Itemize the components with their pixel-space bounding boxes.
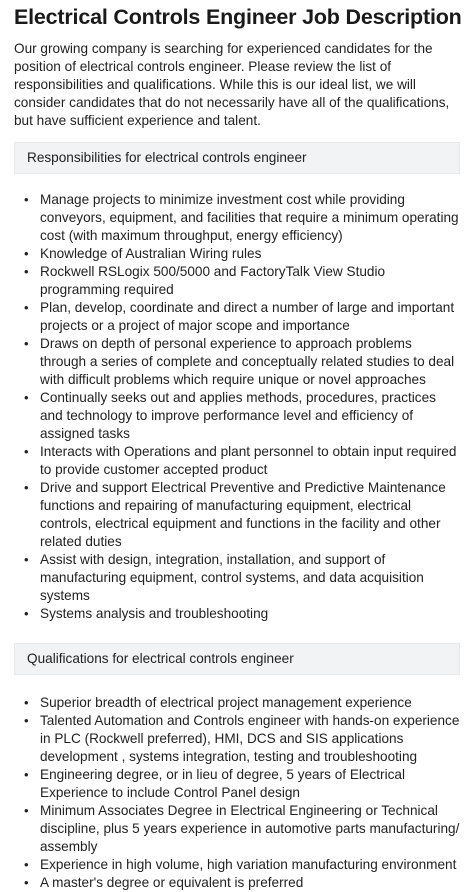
page-title: Electrical Controls Engineer Job Description — [14, 5, 462, 29]
list-item: • Minimum Associates Degree in Electrical Engineering or Technical discipline, plus 5 years experience in automotive parts manufacturing/ assembly — [14, 802, 460, 856]
list-item: • Interacts with Operations and plant personnel to obtain input required to provide customer accepted product — [14, 443, 460, 479]
list-item: • Assist with design, integration, installation, and support of manufacturing equipment, control systems, and data acquisition systems — [14, 551, 460, 605]
list-item: • Rockwell RSLogix 500/5000 and FactoryTalk View Studio programming required — [14, 263, 460, 299]
list-item: • A master's degree or equivalent is preferred — [14, 874, 460, 892]
list-item: • Drive and support Electrical Preventive and Predictive Maintenance functions and repairing of manufacturing equipment, electrical controls, electrical equipment and functions in the facility and other related duties — [14, 479, 460, 551]
responsibilities-list — [14, 191, 460, 623]
list-item: • Manage projects to minimize investment cost while providing conveyors, equipment, and facilities that require a minimum operating cost (with maximum throughput, energy efficiency) — [14, 191, 460, 245]
list-item: • Systems analysis and troubleshooting — [14, 605, 460, 623]
qualifications-list — [14, 694, 460, 892]
list-item: • Plan, develop, coordinate and direct a number of large and important projects or a project of major scope and importance — [14, 299, 460, 335]
qualifications-heading: Qualifications for electrical controls engineer — [14, 643, 460, 675]
list-item: • Superior breadth of electrical project management experience — [14, 694, 460, 712]
list-item: • Experience in high volume, high variation manufacturing environment — [14, 856, 460, 874]
list-item: • Engineering degree, or in lieu of degree, 5 years of Electrical Experience to include Control Panel design — [14, 766, 460, 802]
responsibilities-heading: Responsibilities for electrical controls engineer — [14, 142, 460, 174]
list-item: • Knowledge of Australian Wiring rules — [14, 245, 460, 263]
list-item: • Draws on depth of personal experience to approach problems through a series of complete and conceptually related studies to deal with difficult problems which require unique or novel approaches — [14, 335, 460, 389]
list-item: • Continually seeks out and applies methods, procedures, practices and technology to improve performance level and efficiency of assigned tasks — [14, 389, 460, 443]
list-item: • Talented Automation and Controls engineer with hands-on experience in PLC (Rockwell preferred), HMI, DCS and SIS applications development , systems integration, testing and troubleshooting — [14, 712, 460, 766]
intro-paragraph: Our growing company is searching for experienced candidates for the position of electrical controls engineer. Please review the list of responsibilities and qualifications. While this is our ideal list, we will consider candidates that do not necessarily have all of the qualifications, but have sufficient experience and talent. — [14, 41, 450, 128]
